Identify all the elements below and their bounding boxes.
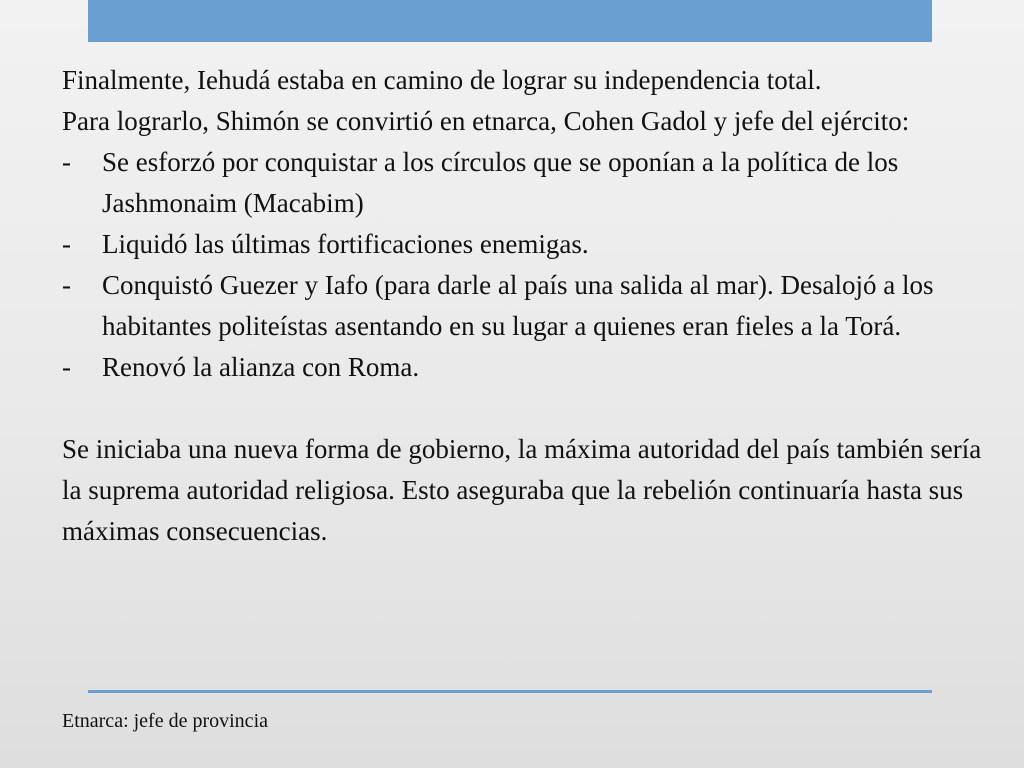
header-accent-bar: [88, 0, 932, 42]
footnote: Etnarca: jefe de provincia: [62, 710, 268, 732]
list-item: [62, 224, 982, 265]
bullet-text: Conquistó Guezer y Iafo (para darle al país una salida al mar). Desalojó a los habitantes politeístas asentando en su lugar a quienes eran fieles a la Torá.: [102, 270, 934, 341]
conclusion-paragraph: Se iniciaba una nueva forma de gobierno, la máxima autoridad del país también sería la suprema autoridad religiosa. Esto aseguraba que la rebelión continuaría hasta sus máximas consecuencias.: [62, 434, 982, 546]
slide-body: [62, 60, 982, 552]
paragraph-spacer: [62, 388, 982, 429]
bullet-text: Liquidó las últimas fortificaciones enemigas.: [102, 229, 589, 259]
intro-paragraph-2: Para lograrlo, Shimón se convirtió en etnarca, Cohen Gadol y jefe del ejército:: [62, 106, 910, 136]
list-item: [62, 142, 982, 224]
bullet-dash: -: [62, 229, 71, 259]
bullet-dash: -: [62, 270, 71, 300]
list-item: [62, 347, 982, 388]
bullet-dash: -: [62, 147, 71, 177]
list-item: [62, 265, 982, 347]
bullet-text: Se esforzó por conquistar a los círculos que se oponían a la política de los Jashmonaim (Macabim): [102, 147, 899, 218]
bullet-list: [62, 142, 982, 388]
bullet-dash: -: [62, 352, 71, 382]
intro-paragraph: Finalmente, Iehudá estaba en camino de lograr su independencia total.: [62, 65, 822, 95]
bullet-text: Renovó la alianza con Roma.: [102, 352, 420, 382]
footer-divider: [88, 690, 932, 693]
